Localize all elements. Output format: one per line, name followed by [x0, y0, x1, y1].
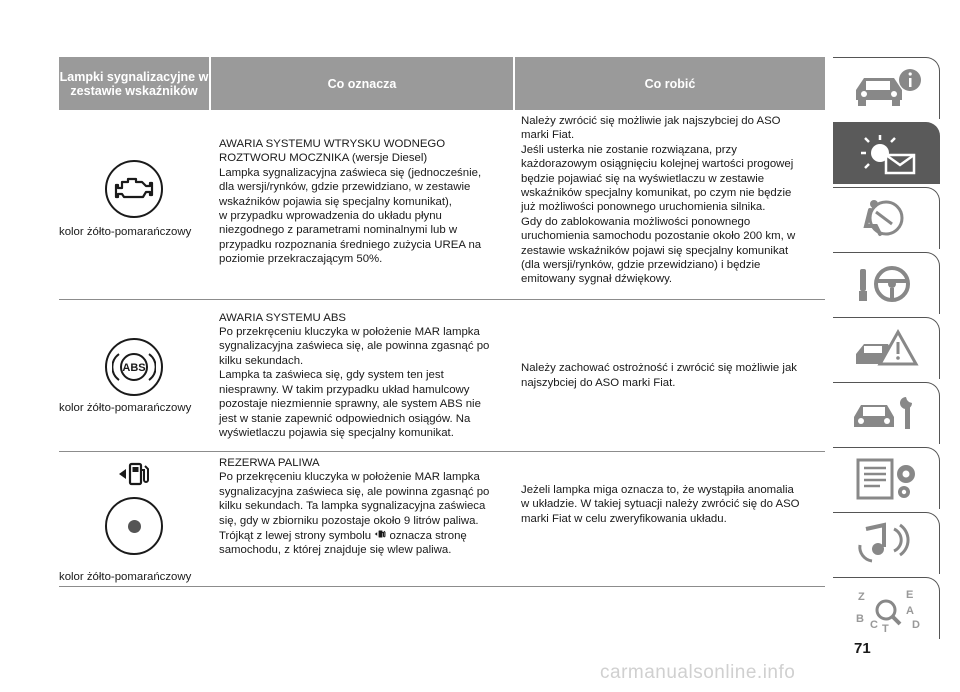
watermark: carmanualsonline.info	[600, 662, 796, 683]
header-col-lamps: Lampki sygnalizacyjne w zestawie wskaźników	[59, 57, 209, 110]
index-letter: T	[882, 622, 889, 634]
index-letter: D	[912, 618, 920, 631]
warning-lights-table	[59, 57, 825, 587]
table-row	[59, 110, 825, 300]
document-gear-icon	[846, 454, 926, 504]
header-col-action: Co robić	[515, 57, 825, 110]
warning-triangle-car-icon	[846, 324, 926, 374]
lamp-dot	[128, 520, 141, 533]
fuel-pump-inline-icon	[374, 528, 386, 540]
abs-icon-text: ABS	[122, 362, 146, 374]
action-text: Należy zachować ostrożność i zwrócić się możliwie jak najszybciej do ASO marki Fiat.	[521, 362, 797, 389]
lamp-color-label: kolor żółto-pomarańczowy	[59, 401, 192, 414]
lamp-cell	[59, 452, 209, 586]
lamp-cell	[59, 110, 209, 299]
index-letter: A	[906, 604, 914, 617]
tab-multimedia[interactable]	[833, 512, 940, 574]
index-letter: Z	[858, 590, 865, 603]
page-number: 71	[854, 640, 871, 657]
car-wrench-icon	[846, 389, 926, 439]
fuel-pump-icon	[117, 460, 151, 488]
engine-check-icon	[105, 160, 163, 218]
seat-airbag-icon	[846, 194, 926, 244]
tab-warning-lamps[interactable]	[833, 122, 940, 184]
warning-lamp-message-icon	[846, 129, 926, 179]
action-text: Należy zwrócić się możliwie jak najszybciej do ASO marki Fiat. Jeśli usterka nie zostanie rozwiązana, przy każdorazowym osiągnięciu kolejnej wartości progowej będzie pojawiać się na wyświetlaczu w zestawie wskaźników specjalny komunikat, po czym nie będzie już możliwości ponownego uruchomienia silnika. Gdy do zablokowania możliwości ponownego uruchomienia samochodu pozostanie około 200 km, w zestawie wskaźników pojawi się specjalny komunikat (dla wersji/rynków, gdzie przewidziano) i będzie emitowany sygnał dźwiękowy.	[521, 115, 796, 286]
action-text: Jeżeli lampka miga oznacza to, że wystąpiła anomalia w układzie. W takiej sytuacji należy zwrócić się do ASO marki Fiat w celu zweryfikowania układu.	[521, 484, 800, 525]
lamp-indicator	[105, 497, 163, 555]
index-letter: E	[906, 588, 914, 601]
lamp-color-label: kolor żółto-pomarańczowy	[59, 225, 192, 238]
car-info-icon	[846, 64, 926, 114]
tab-technical-data[interactable]	[833, 447, 940, 509]
abs-icon	[105, 338, 163, 396]
meaning-text-part1: REZERWA PALIWA Po przekręceniu kluczyka w położenie MAR lampka sygnalizacyjna zaświeca się, ale powinna zgasnąć po kilku sekundach. Ta lampka sygnalizacyjna zaświeca się, gdy w zbiorniku pozostaje około 9 litrów paliwa. Trójkąt z lewej strony symbolu	[219, 457, 490, 543]
meaning-text: AWARIA SYSTEMU ABS Po przekręceniu kluczyka w położenie MAR lampka sygnalizacyjna zaświeca się, ale powinna zgasnąć po kilku sekundach. Lampka ta zaświeca się, gdy system ten jest niesprawny. W takim przypadku układ hamulcowy pozostaje niezmiennie sprawny, ale system ABS nie jest w stanie zapewnić odpowiednich osiągów. Na wyświetlaczu pojawia się specjalny komunikat.	[219, 311, 490, 439]
multimedia-music-icon	[846, 519, 926, 569]
meaning-text	[219, 456, 489, 558]
lamp-cell	[59, 300, 209, 451]
tab-starting-driving[interactable]	[833, 252, 940, 314]
header-col-meaning: Co oznacza	[211, 57, 513, 110]
steering-wheel-key-icon	[846, 259, 926, 309]
index-letter: B	[856, 612, 864, 625]
index-letter: C	[870, 618, 878, 631]
meaning-text-part2: oznacza stronę samochodu, z której znajduje się wlew paliwa.	[219, 530, 467, 557]
table-header	[59, 57, 825, 110]
chapter-sidebar	[833, 57, 940, 642]
table-row	[59, 452, 825, 587]
tab-emergency[interactable]	[833, 317, 940, 379]
meaning-text: AWARIA SYSTEMU WTRYSKU WODNEGO ROZTWORU MOCZNIKA (wersje Diesel) Lampka sygnalizacyjna zaświeca się (jednocześnie, dla wersji/rynków, gdzie przewidziano, w zestawie wskaźników pojawia się specjalny komunikat), w przypadku wprowadzenia do układu płynu niezgodnego z parametrami nominalnymi lub w przypadku rozpoznania średniego zużycia UREA na poziomie przekraczającym 50%.	[219, 138, 482, 266]
tab-index[interactable]	[833, 577, 940, 639]
lamp-color-label: kolor żółto-pomarańczowy	[59, 570, 192, 583]
tab-safety[interactable]	[833, 187, 940, 249]
tab-car-info[interactable]	[833, 57, 940, 119]
index-letters-icon	[846, 584, 926, 634]
table-row	[59, 300, 825, 452]
tab-maintenance[interactable]	[833, 382, 940, 444]
